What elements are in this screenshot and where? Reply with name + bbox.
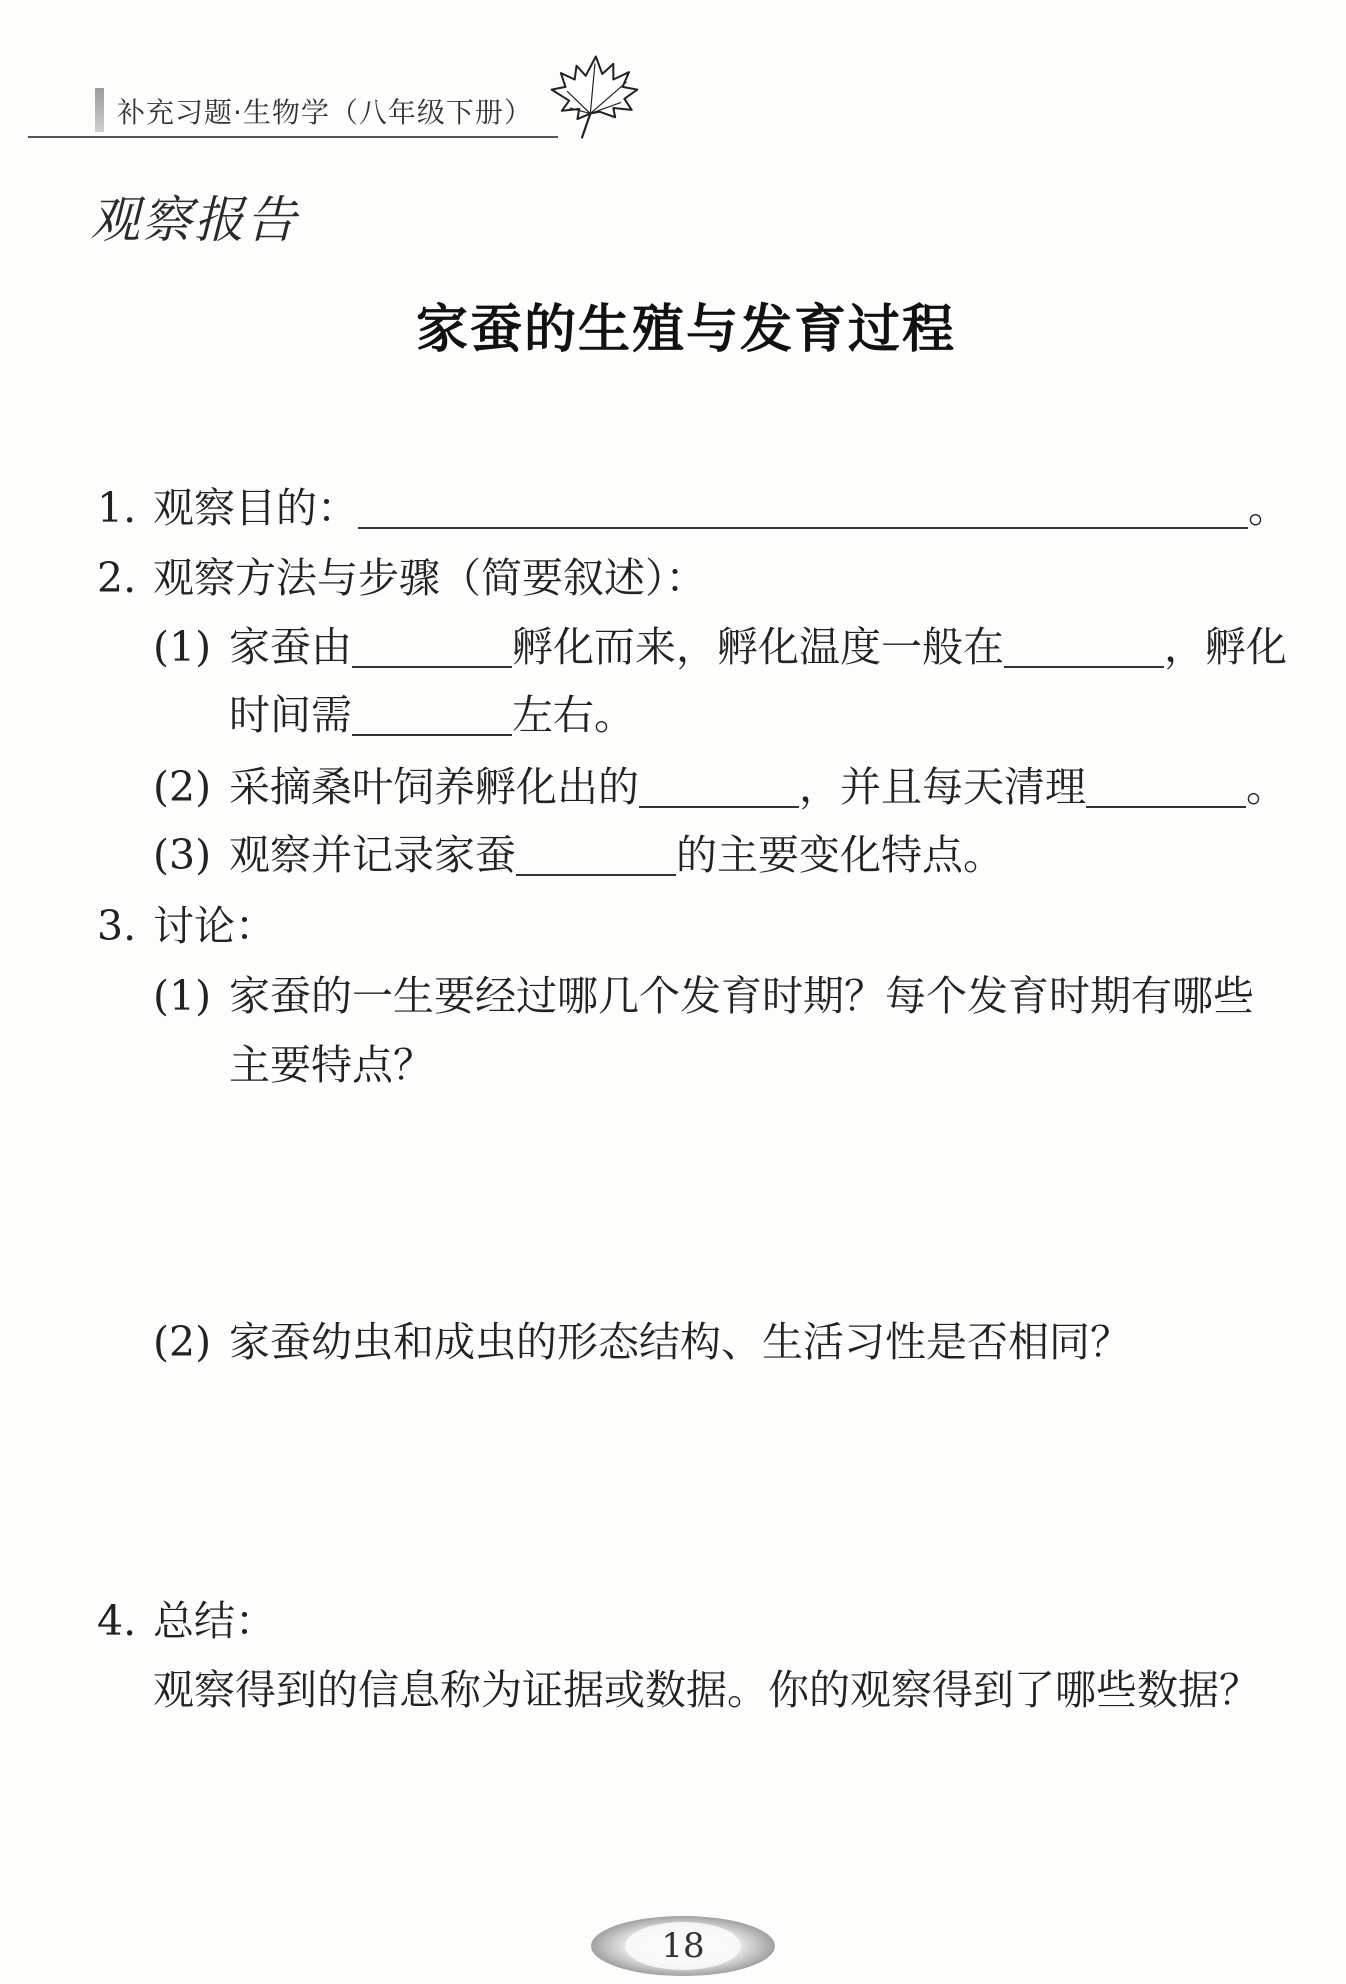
step-text: 采摘桑叶饲养孵化出的: [229, 763, 639, 811]
step-text: 时间需: [229, 691, 352, 739]
discussion-text: 家蚕的一生要经过哪几个发育时期？每个发育时期有哪些: [229, 972, 1254, 1020]
discussion-text: 主要特点？: [229, 1041, 434, 1089]
question-2-step-2: [153, 763, 1287, 811]
question-3-discussion-1: [153, 972, 1254, 1020]
answer-blank: [352, 625, 512, 668]
sentence-end: 。: [1248, 484, 1289, 532]
answer-blank: [1004, 625, 1164, 668]
answer-blank: [352, 693, 512, 736]
step-text: ，孵化: [1164, 623, 1287, 671]
step-text: 的主要变化特点。: [676, 831, 1004, 879]
discussion-text: 家蚕幼虫和成虫的形态结构、生活习性是否相同？: [229, 1318, 1131, 1366]
question-number: 1.: [97, 484, 137, 532]
question-4: [97, 1597, 276, 1645]
question-label: 讨论：: [153, 902, 276, 950]
sub-item-number: (1): [153, 623, 212, 671]
answer-blank: [358, 486, 1248, 529]
maple-leaf-icon: [548, 54, 640, 140]
step-text: ，并且每天清理: [799, 763, 1086, 811]
question-1: [97, 484, 1289, 532]
question-label: 观察方法与步骤（简要叙述）：: [153, 554, 707, 602]
question-number: 2.: [97, 554, 137, 602]
question-2-step-3: [153, 831, 1004, 879]
summary-prompt: [153, 1666, 1260, 1714]
summary-text: 观察得到的信息称为证据或数据。你的观察得到了哪些数据？: [153, 1666, 1260, 1714]
question-3: [97, 902, 276, 950]
question-3-discussion-2: [153, 1318, 1131, 1366]
question-label: 总结：: [153, 1597, 276, 1645]
step-text: 。: [1246, 763, 1287, 811]
header-accent-bar: [95, 88, 104, 132]
question-3-discussion-1-continued: [229, 1041, 434, 1089]
header-divider: [28, 136, 558, 138]
question-2: [97, 554, 707, 602]
step-text: 孵化而来，孵化温度一般在: [512, 623, 1004, 671]
step-text: 观察并记录家蚕: [229, 831, 516, 879]
sub-item-number: (3): [153, 831, 212, 879]
answer-blank: [516, 833, 676, 876]
answer-blank: [639, 765, 799, 808]
sub-item-number: (2): [153, 763, 212, 811]
sub-item-number: (2): [153, 1318, 212, 1366]
question-2-step-1: [153, 623, 1287, 671]
answer-blank: [1086, 765, 1246, 808]
report-title: 家蚕的生殖与发育过程: [415, 300, 956, 360]
sub-item-number: (1): [153, 972, 212, 1020]
page-number: 18: [661, 1926, 705, 1966]
question-label: 观察目的：: [153, 484, 358, 532]
page-number-badge: [589, 1914, 777, 1978]
question-number: 4.: [97, 1597, 137, 1645]
section-label: 观察报告: [90, 191, 298, 249]
step-text: 左右。: [512, 691, 635, 739]
series-title: 补充习题·生物学（八年级下册）: [117, 96, 533, 129]
question-number: 3.: [97, 902, 137, 950]
step-text: 家蚕由: [229, 623, 352, 671]
question-2-step-1-continued: [229, 691, 635, 739]
